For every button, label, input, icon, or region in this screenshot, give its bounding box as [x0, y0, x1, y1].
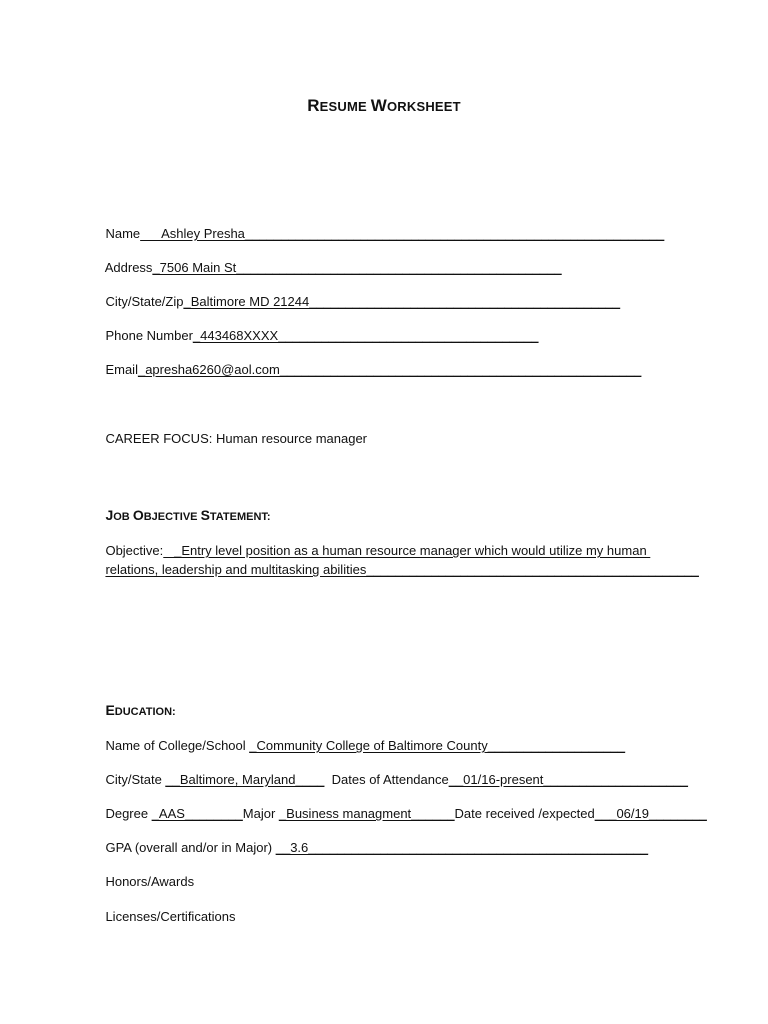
licenses-label: Licenses/Certifications: [105, 909, 236, 924]
objective-heading-initial-3: S: [200, 507, 210, 523]
objective-row-2: [91, 546, 699, 594]
objective-heading-part-2: BJECTIVE: [143, 511, 201, 523]
edu-city-state-field[interactable]: __Baltimore, Maryland____: [165, 772, 325, 787]
title-initial-1: R: [307, 96, 320, 115]
degree-label: Degree: [105, 806, 152, 821]
email-label: Email: [105, 362, 138, 377]
college-field[interactable]: _Community College of Baltimore County___________________: [249, 738, 626, 753]
degree-field[interactable]: _AAS________: [151, 806, 243, 821]
gpa-label: GPA (overall and/or in Major): [105, 840, 276, 855]
objective-heading-initial-1: J: [105, 507, 114, 523]
objective-heading-initial-2: O: [132, 507, 144, 523]
objective-field-line-1[interactable]: _Entry level position as a human resource manager which would utilize my human: [163, 543, 651, 558]
date-received-field[interactable]: ___06/19________: [594, 806, 707, 821]
title-initial-2: W: [370, 96, 387, 115]
title-part-1: ESUME: [319, 99, 371, 114]
career-focus-value[interactable]: Human resource manager: [215, 431, 368, 446]
career-focus-row: [91, 415, 367, 463]
edu-city-state-label: City/State: [105, 772, 166, 787]
career-focus-label: CAREER FOCUS:: [105, 431, 213, 446]
major-label: Major: [242, 806, 279, 821]
honors-label: Honors/Awards: [105, 874, 195, 889]
college-label: Name of College/School: [105, 738, 250, 753]
address-label: Address: [104, 260, 153, 275]
objective-heading-part-1: OB: [113, 511, 133, 523]
city-state-zip-field[interactable]: _Baltimore MD 21244___________________________________________: [183, 294, 621, 309]
gpa-field[interactable]: __3.6_______________________________________________: [275, 840, 649, 855]
dates-attendance-field[interactable]: __01/16-present____________________: [448, 772, 688, 787]
date-received-label: Date received /expected: [454, 806, 595, 821]
name-label: Name: [105, 226, 141, 241]
objective-heading-part-3: TATEMENT:: [209, 511, 271, 523]
address-field[interactable]: _7506 Main St_____________________________________________: [152, 260, 562, 275]
licenses-row: [91, 893, 236, 941]
objective-label: Objective:: [105, 543, 164, 558]
major-field[interactable]: _Business managment______: [278, 806, 455, 821]
objective-field-line-2[interactable]: relations, leadership and multitasking abilities______________________________________________: [105, 562, 699, 577]
title-part-2: ORKSHEET: [386, 99, 461, 114]
education-heading-part: DUCATION:: [114, 706, 176, 718]
phone-label: Phone Number: [105, 328, 193, 343]
city-state-zip-label: City/State/Zip: [105, 294, 184, 309]
email-field[interactable]: _apresha6260@aol.com__________________________________________________: [137, 362, 642, 377]
education-heading-initial: E: [105, 702, 115, 718]
email-row: [91, 346, 641, 394]
dates-attendance-label: Dates of Attendance: [324, 772, 449, 787]
phone-field[interactable]: _443468XXXX____________________________________: [192, 328, 539, 343]
name-field[interactable]: Ashley Presha__________________________________________________________: [140, 226, 665, 241]
page-title: [0, 96, 768, 116]
